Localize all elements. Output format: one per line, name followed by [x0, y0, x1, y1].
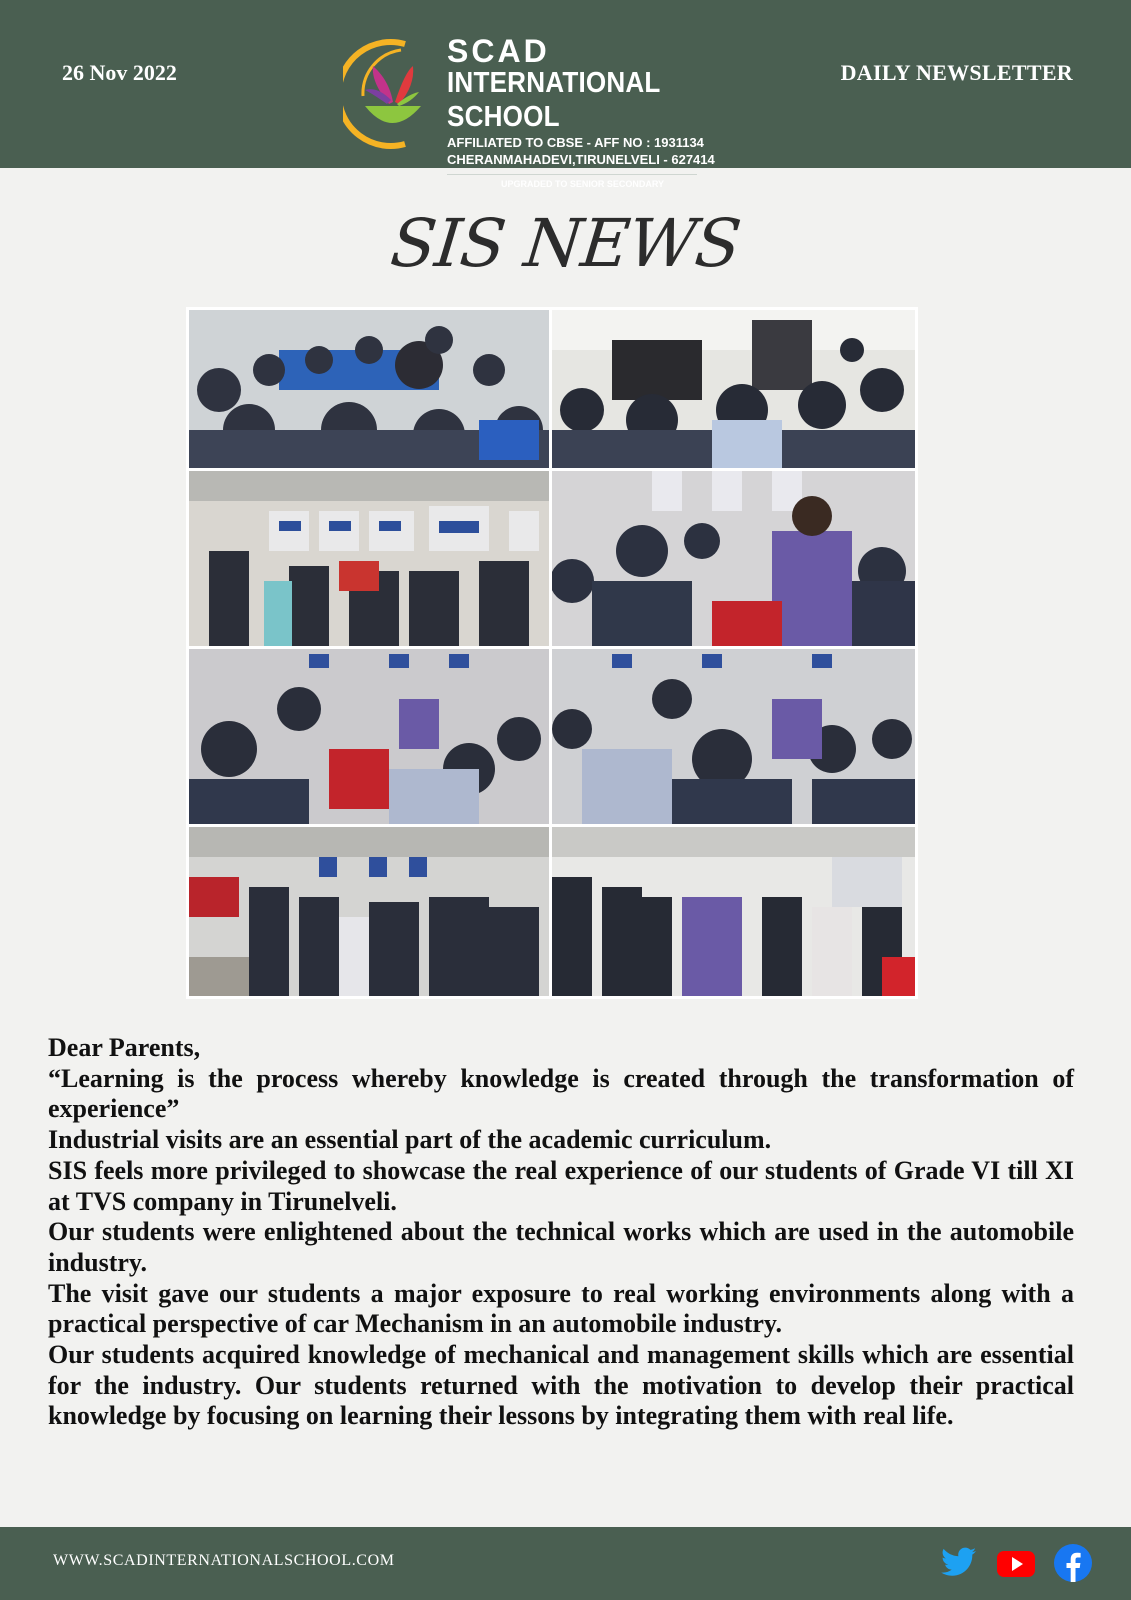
logo-address: CHERANMAHADEVI,TIRUNELVELI - 627414 [447, 152, 715, 167]
newsletter-date: 26 Nov 2022 [62, 60, 177, 85]
letter-paragraph: The visit gave our students a major exposure to real working environments along with a practical perspective of car Mechanism in an automobile industry. [48, 1278, 1074, 1339]
collage-photo-1 [189, 310, 549, 468]
collage-photo-6 [552, 649, 915, 824]
newsletter-header [0, 0, 1131, 189]
letter-paragraph: “Learning is the process whereby knowledge is created through the transformation of experience” [48, 1063, 1074, 1124]
newsletter-label: DAILY NEWSLETTER [840, 60, 1073, 85]
letter-greeting: Dear Parents, [48, 1033, 201, 1062]
twitter-icon[interactable] [938, 1542, 980, 1584]
letter-paragraph: SIS feels more privileged to showcase the real experience of our students of Grade VI till XI at TVS company in Tirunelveli. [48, 1155, 1074, 1216]
letter-paragraph: Our students acquired knowledge of mechanical and management skills which are essential for the industry. Our students returned with the motivation to develop their practical knowledge by focusing on learning their lessons by integrating them with real life. [48, 1340, 1074, 1431]
logo-affiliation: AFFILIATED TO CBSE - AFF NO : 1931134 [447, 135, 704, 150]
youtube-icon[interactable] [995, 1542, 1037, 1584]
collage-photo-2 [552, 310, 915, 468]
school-logo [343, 33, 773, 189]
logo-school-name: INTERNATIONAL SCHOOL [447, 67, 661, 133]
letter-paragraph: Our students were enlightened about the technical works which are used in the automobile industry. [48, 1217, 1074, 1277]
photo-collage [186, 307, 918, 999]
letter-paragraph: Industrial visits are an essential part of the academic curriculum. [48, 1125, 772, 1155]
page-title: SIS NEWS [387, 205, 744, 282]
logo-tagline: UPGRADED TO SENIOR SECONDARY [447, 174, 697, 190]
collage-photo-3 [189, 471, 549, 646]
school-emblem-icon [343, 36, 441, 152]
website-link[interactable]: WWW.SCADINTERNATIONALSCHOOL.COM [53, 1552, 395, 1569]
collage-photo-8 [552, 827, 915, 996]
collage-photo-5 [189, 649, 549, 824]
letter-body [48, 1033, 1074, 1432]
newsletter-footer [0, 1527, 1131, 1600]
collage-photo-7 [189, 827, 549, 996]
facebook-icon[interactable] [1052, 1542, 1094, 1584]
logo-text-block [447, 33, 777, 190]
collage-photo-4 [552, 471, 915, 646]
logo-brand: SCAD [447, 33, 550, 69]
